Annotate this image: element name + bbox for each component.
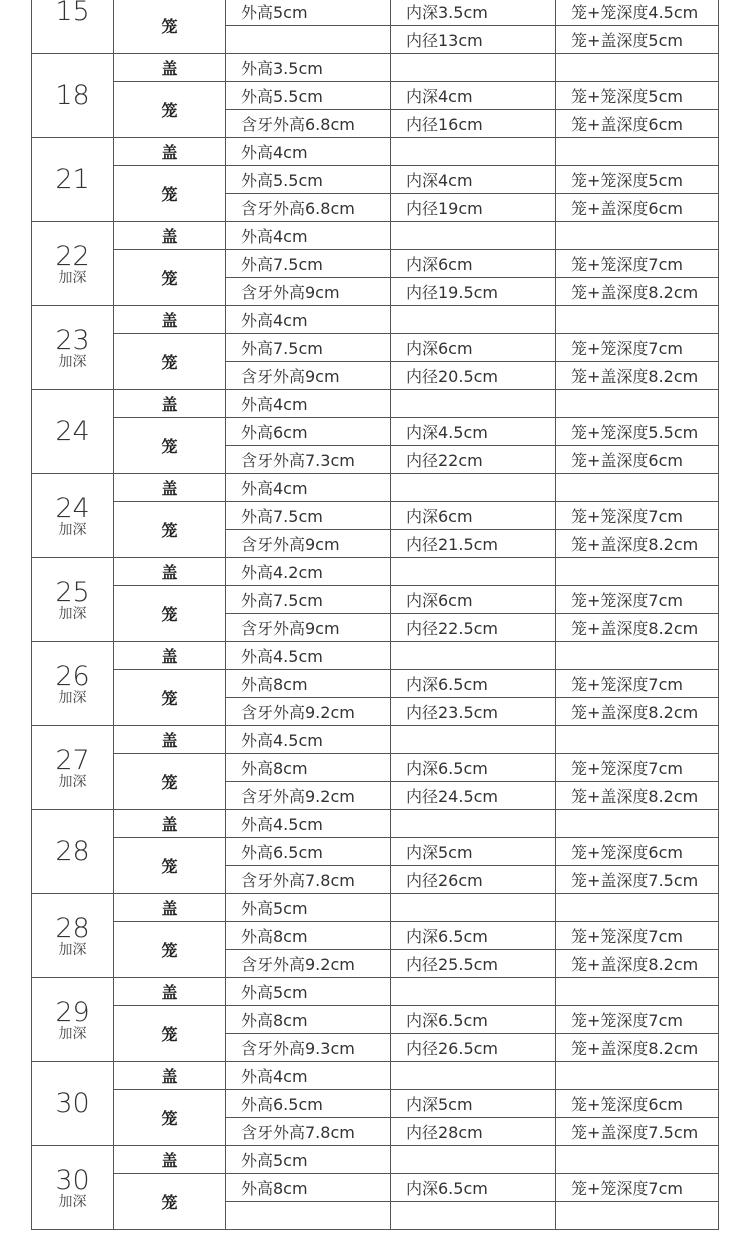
cage-label: 笼 (114, 334, 226, 390)
cage-row (32, 670, 719, 698)
empty-cell (556, 1062, 719, 1090)
outer-height (226, 1202, 391, 1230)
deep-note: 加深 (58, 773, 87, 790)
empty-cell (556, 894, 719, 922)
outer-height: 外高8cm (226, 670, 391, 698)
cage-label: 笼 (114, 418, 226, 474)
size-number: 21 (55, 164, 90, 195)
outer-height: 含牙外高9cm (226, 614, 391, 642)
empty-cell (391, 222, 556, 250)
outer-height: 含牙外高6.8cm (226, 110, 391, 138)
stack-depth: 笼+笼深度7cm (556, 502, 719, 530)
cage-label: 笼 (114, 502, 226, 558)
stack-depth: 笼+笼深度7cm (556, 586, 719, 614)
lid-row (32, 642, 719, 670)
inner-dimension: 内深6cm (391, 586, 556, 614)
empty-cell (556, 642, 719, 670)
size-number: 27 (55, 744, 90, 776)
stack-depth (556, 1202, 719, 1230)
cage-row (32, 0, 719, 26)
deep-note: 加深 (58, 1025, 87, 1042)
empty-cell (556, 138, 719, 166)
inner-dimension: 内深6cm (391, 502, 556, 530)
cage-row (32, 502, 719, 530)
lid-outer-height: 外高5cm (226, 894, 391, 922)
lid-label: 盖 (114, 1062, 226, 1090)
stack-depth: 笼+笼深度5cm (556, 82, 719, 110)
lid-label: 盖 (114, 474, 226, 502)
size-number: 18 (55, 80, 90, 111)
size-cell (32, 1062, 114, 1146)
inner-dimension: 内径26.5cm (391, 1034, 556, 1062)
inner-dimension: 内深5cm (391, 1090, 556, 1118)
stack-depth: 笼+笼深度7cm (556, 754, 719, 782)
lid-label: 盖 (114, 222, 226, 250)
size-cell (32, 0, 114, 54)
size-spec-body (32, 0, 719, 1230)
cage-row (32, 1090, 719, 1118)
inner-dimension: 内深3.5cm (391, 0, 556, 26)
stack-depth: 笼+笼深度7cm (556, 334, 719, 362)
cage-label: 笼 (114, 0, 226, 54)
size-cell (32, 1146, 114, 1230)
outer-height: 外高6cm (226, 418, 391, 446)
size-cell (32, 54, 114, 138)
lid-label: 盖 (114, 642, 226, 670)
size-cell (32, 390, 114, 474)
cage-label: 笼 (114, 754, 226, 810)
size-number: 22 (55, 240, 90, 272)
lid-outer-height: 外高4.5cm (226, 726, 391, 754)
stack-depth: 笼+盖深度7.5cm (556, 1118, 719, 1146)
lid-outer-height: 外高4cm (226, 390, 391, 418)
inner-dimension: 内径13cm (391, 26, 556, 54)
size-number: 29 (55, 996, 90, 1028)
lid-row (32, 390, 719, 418)
deep-note: 加深 (58, 521, 87, 538)
lid-label: 盖 (114, 1146, 226, 1174)
empty-cell (556, 726, 719, 754)
lid-outer-height: 外高4cm (226, 474, 391, 502)
deep-note: 加深 (58, 605, 87, 622)
stack-depth: 笼+盖深度6cm (556, 110, 719, 138)
lid-row (32, 978, 719, 1006)
lid-row (32, 54, 719, 82)
size-cell (32, 558, 114, 642)
inner-dimension: 内径26cm (391, 866, 556, 894)
inner-dimension: 内深5cm (391, 838, 556, 866)
lid-label: 盖 (114, 726, 226, 754)
cage-row (32, 586, 719, 614)
inner-dimension: 内深4.5cm (391, 418, 556, 446)
lid-row (32, 558, 719, 586)
size-cell (32, 978, 114, 1062)
cage-row (32, 82, 719, 110)
size-cell (32, 894, 114, 978)
empty-cell (391, 810, 556, 838)
empty-cell (556, 306, 719, 334)
deep-note: 加深 (58, 269, 87, 286)
cage-label: 笼 (114, 166, 226, 222)
outer-height: 外高5.5cm (226, 166, 391, 194)
size-cell (32, 642, 114, 726)
outer-height: 外高8cm (226, 1006, 391, 1034)
stack-depth: 笼+盖深度5cm (556, 26, 719, 54)
empty-cell (391, 642, 556, 670)
size-cell (32, 726, 114, 810)
size-number: 28 (55, 912, 90, 944)
lid-outer-height: 外高4.5cm (226, 810, 391, 838)
outer-height: 外高8cm (226, 754, 391, 782)
stack-depth: 笼+笼深度5cm (556, 166, 719, 194)
empty-cell (391, 54, 556, 82)
lid-row (32, 138, 719, 166)
outer-height: 外高5cm (226, 0, 391, 26)
cage-row (32, 418, 719, 446)
stack-depth: 笼+盖深度8.2cm (556, 1034, 719, 1062)
stack-depth: 笼+笼深度7cm (556, 1174, 719, 1202)
cage-row (32, 1174, 719, 1202)
lid-outer-height: 外高4cm (226, 138, 391, 166)
outer-height: 含牙外高6.8cm (226, 194, 391, 222)
size-cell (32, 306, 114, 390)
outer-height: 含牙外高9.2cm (226, 782, 391, 810)
inner-dimension: 内径19.5cm (391, 278, 556, 306)
inner-dimension: 内深6.5cm (391, 1006, 556, 1034)
size-number: 24 (55, 416, 90, 447)
lid-row (32, 306, 719, 334)
inner-dimension: 内径24.5cm (391, 782, 556, 810)
lid-row (32, 810, 719, 838)
lid-row (32, 1062, 719, 1090)
lid-label: 盖 (114, 54, 226, 82)
cage-row (32, 250, 719, 278)
stack-depth: 笼+盖深度8.2cm (556, 698, 719, 726)
cage-label: 笼 (114, 1174, 226, 1230)
outer-height (226, 26, 391, 54)
empty-cell (556, 810, 719, 838)
size-number: 30 (55, 1088, 90, 1119)
lid-outer-height: 外高4cm (226, 306, 391, 334)
outer-height: 外高6.5cm (226, 838, 391, 866)
inner-dimension: 内深6cm (391, 334, 556, 362)
empty-cell (391, 894, 556, 922)
inner-dimension: 内深6.5cm (391, 1174, 556, 1202)
cage-label: 笼 (114, 922, 226, 978)
empty-cell (391, 1062, 556, 1090)
empty-cell (391, 978, 556, 1006)
stack-depth: 笼+盖深度8.2cm (556, 278, 719, 306)
empty-cell (556, 54, 719, 82)
lid-outer-height: 外高4cm (226, 222, 391, 250)
stack-depth: 笼+笼深度7cm (556, 250, 719, 278)
lid-label: 盖 (114, 810, 226, 838)
cage-row (32, 334, 719, 362)
cage-row (32, 166, 719, 194)
inner-dimension (391, 1202, 556, 1230)
stack-depth: 笼+盖深度6cm (556, 446, 719, 474)
stack-depth: 笼+笼深度6cm (556, 838, 719, 866)
inner-dimension: 内径20.5cm (391, 362, 556, 390)
size-cell (32, 474, 114, 558)
empty-cell (556, 390, 719, 418)
empty-cell (556, 1146, 719, 1174)
lid-row (32, 726, 719, 754)
stack-depth: 笼+盖深度8.2cm (556, 530, 719, 558)
lid-row (32, 1146, 719, 1174)
inner-dimension: 内径22.5cm (391, 614, 556, 642)
lid-outer-height: 外高5cm (226, 1146, 391, 1174)
lid-label: 盖 (114, 390, 226, 418)
inner-dimension: 内深4cm (391, 82, 556, 110)
outer-height: 含牙外高7.8cm (226, 866, 391, 894)
outer-height: 外高8cm (226, 922, 391, 950)
outer-height: 含牙外高7.3cm (226, 446, 391, 474)
inner-dimension: 内径25.5cm (391, 950, 556, 978)
stack-depth: 笼+笼深度7cm (556, 670, 719, 698)
outer-height: 含牙外高9cm (226, 530, 391, 558)
inner-dimension: 内径23.5cm (391, 698, 556, 726)
outer-height: 外高7.5cm (226, 334, 391, 362)
lid-row (32, 222, 719, 250)
inner-dimension: 内径19cm (391, 194, 556, 222)
outer-height: 含牙外高9.2cm (226, 698, 391, 726)
stack-depth: 笼+笼深度6cm (556, 1090, 719, 1118)
size-number: 23 (55, 324, 90, 356)
stack-depth: 笼+盖深度8.2cm (556, 614, 719, 642)
empty-cell (556, 474, 719, 502)
inner-dimension: 内深4cm (391, 166, 556, 194)
cage-row (32, 838, 719, 866)
outer-height: 含牙外高7.8cm (226, 1118, 391, 1146)
size-spec-table (31, 0, 719, 1230)
cage-label: 笼 (114, 670, 226, 726)
outer-height: 含牙外高9.2cm (226, 950, 391, 978)
inner-dimension: 内深6.5cm (391, 754, 556, 782)
empty-cell (391, 1146, 556, 1174)
lid-outer-height: 外高5cm (226, 978, 391, 1006)
size-number: 15 (55, 0, 90, 27)
inner-dimension: 内深6cm (391, 250, 556, 278)
inner-dimension: 内径28cm (391, 1118, 556, 1146)
lid-outer-height: 外高4cm (226, 1062, 391, 1090)
lid-label: 盖 (114, 558, 226, 586)
size-cell (32, 222, 114, 306)
stack-depth: 笼+盖深度6cm (556, 194, 719, 222)
empty-cell (391, 474, 556, 502)
empty-cell (556, 558, 719, 586)
empty-cell (391, 558, 556, 586)
cage-row (32, 1006, 719, 1034)
size-cell (32, 810, 114, 894)
stack-depth: 笼+笼深度5.5cm (556, 418, 719, 446)
outer-height: 外高8cm (226, 1174, 391, 1202)
empty-cell (391, 726, 556, 754)
cage-label: 笼 (114, 82, 226, 138)
inner-dimension: 内径22cm (391, 446, 556, 474)
size-number: 25 (55, 576, 90, 608)
outer-height: 外高7.5cm (226, 502, 391, 530)
lid-outer-height: 外高4.5cm (226, 642, 391, 670)
stack-depth: 笼+笼深度4.5cm (556, 0, 719, 26)
outer-height: 外高7.5cm (226, 586, 391, 614)
outer-height: 外高5.5cm (226, 82, 391, 110)
size-number: 30 (55, 1164, 90, 1196)
empty-cell (556, 978, 719, 1006)
inner-dimension: 内径21.5cm (391, 530, 556, 558)
deep-note: 加深 (58, 689, 87, 706)
cage-row (32, 754, 719, 782)
lid-row (32, 894, 719, 922)
outer-height: 含牙外高9cm (226, 362, 391, 390)
inner-dimension: 内深6.5cm (391, 922, 556, 950)
lid-label: 盖 (114, 894, 226, 922)
stack-depth: 笼+盖深度7.5cm (556, 866, 719, 894)
size-number: 24 (55, 492, 90, 524)
outer-height: 外高7.5cm (226, 250, 391, 278)
inner-dimension: 内深6.5cm (391, 670, 556, 698)
stack-depth: 笼+盖深度8.2cm (556, 782, 719, 810)
size-number: 26 (55, 660, 90, 692)
stack-depth: 笼+笼深度7cm (556, 922, 719, 950)
outer-height: 含牙外高9cm (226, 278, 391, 306)
empty-cell (556, 222, 719, 250)
stack-depth: 笼+盖深度8.2cm (556, 950, 719, 978)
inner-dimension: 内径16cm (391, 110, 556, 138)
stack-depth: 笼+盖深度8.2cm (556, 362, 719, 390)
empty-cell (391, 390, 556, 418)
cage-label: 笼 (114, 1090, 226, 1146)
cage-label: 笼 (114, 1006, 226, 1062)
cage-label: 笼 (114, 838, 226, 894)
stack-depth: 笼+笼深度7cm (556, 1006, 719, 1034)
cage-label: 笼 (114, 250, 226, 306)
cage-row (32, 922, 719, 950)
lid-row (32, 474, 719, 502)
outer-height: 外高6.5cm (226, 1090, 391, 1118)
size-number: 28 (55, 836, 90, 867)
cage-label: 笼 (114, 586, 226, 642)
empty-cell (391, 306, 556, 334)
lid-label: 盖 (114, 138, 226, 166)
deep-note: 加深 (58, 941, 87, 958)
lid-label: 盖 (114, 978, 226, 1006)
outer-height: 含牙外高9.3cm (226, 1034, 391, 1062)
empty-cell (391, 138, 556, 166)
deep-note: 加深 (58, 353, 87, 370)
size-cell (32, 138, 114, 222)
lid-outer-height: 外高4.2cm (226, 558, 391, 586)
deep-note: 加深 (58, 1193, 87, 1210)
lid-label: 盖 (114, 306, 226, 334)
lid-outer-height: 外高3.5cm (226, 54, 391, 82)
